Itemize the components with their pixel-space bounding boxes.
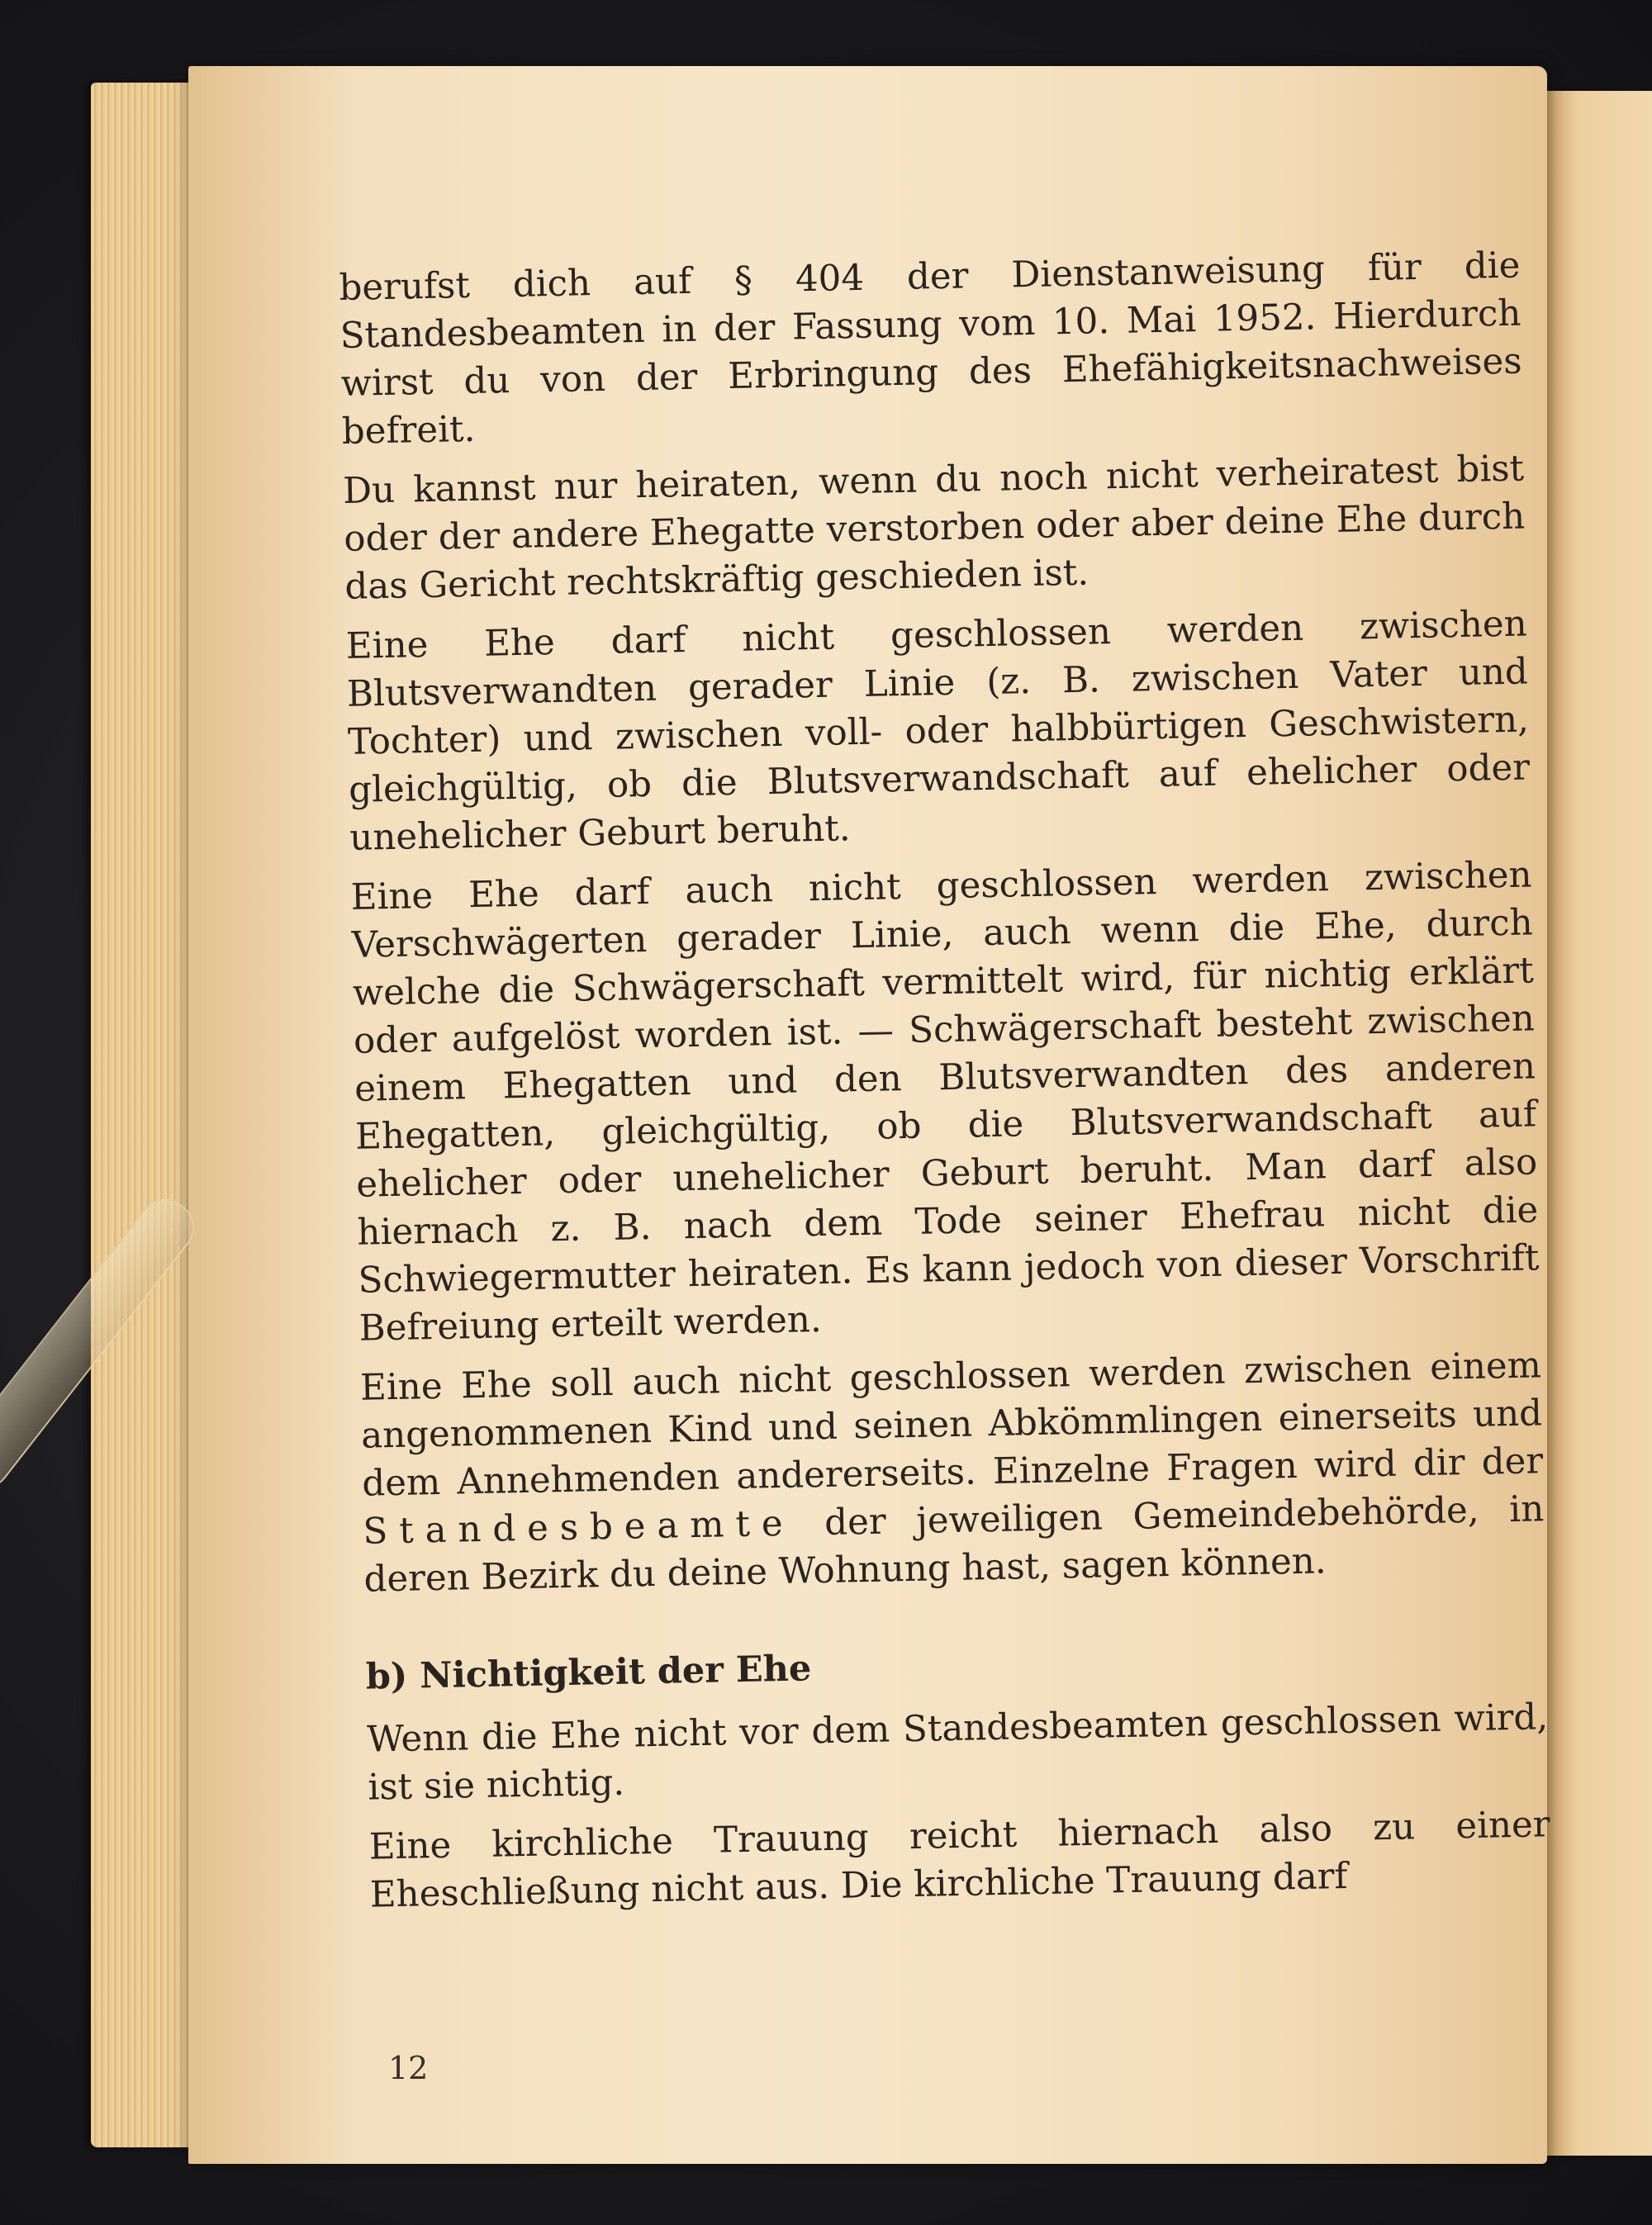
standesbeamte-spaced-word: Standesbeamte	[362, 1502, 795, 1553]
facing-page-edge	[1545, 91, 1652, 2156]
paragraph-schwaegerschaft: Eine Ehe darf auch nicht geschlossen werden zwischen Verschwägerten gerader Linie, auch wenn die Ehe, durch welche die Schwägerschaft vermittelt wird, für nichtig erklärt oder aufgelöst worden ist. — Schwägerschaft besteht zwischen einem Ehegatten und den Blutsverwandten des anderen Ehegatten, gleichgültig, ob die Blutsverwandschaft auf ehelicher oder unehelicher Geburt beruht. Man darf also hiernach z. B. nach dem Tode seiner Ehefrau nicht die Schwiegermutter heiraten. Es kann jedoch von dieser Vorschrift Befreiung erteilt werden.	[350, 854, 1540, 1350]
section-heading-nichtigkeit: b) Nichtigkeit der Ehe	[365, 1648, 812, 1698]
paragraph-nichtig: Wenn die Ehe nicht vor dem Standesbeamten geschlossen wird, ist sie nichtig.	[366, 1696, 1549, 1809]
adoption-text-before: Eine Ehe soll auch nicht geschlossen werden zwischen einem angenommenen Kind und seinen Abkömmlingen einerseits und dem Annehmenden andererseits. Einzelne Fragen wird dir der	[359, 1345, 1544, 1505]
book-page-edges	[91, 83, 194, 2147]
page-body-text	[339, 242, 1551, 1931]
paragraph-kirchliche-trauung: Eine kirchliche Trauung reicht hiernach also zu einer Eheschließung nicht aus. Die kirchliche Trauung darf	[368, 1804, 1551, 1916]
paragraph-angenommenes-kind	[360, 1341, 1545, 1603]
paragraph-blutsverwandte: Eine Ehe darf nicht geschlossen werden zwischen Blutsverwandten gerader Linie (z. B. zwischen Vater und Tochter) und zwischen voll- oder halbbürtigen Geschwistern, gleichgültig, ob die Blutsverwandschaft auf ehelicher oder unehelicher Geburt beruht.	[345, 603, 1531, 859]
paragraph-heiraten: Du kannst nur heiraten, wenn du noch nicht verheiratest bist oder der andere Ehegatte verstorben oder aber deine Ehe durch das Gericht rechtskräftig geschieden ist.	[342, 448, 1526, 608]
adoption-text-after: der jeweiligen Gemeindebehörde, in deren Bezirk du deine Wohnung hast, sagen können.	[363, 1488, 1545, 1601]
page-number: 12	[388, 2050, 429, 2086]
paragraph-dienstanweisung: berufst dich auf § 404 der Dienstanweisung für die Standesbeamten in der Fassung vom 10. Mai 1952. Hierdurch wirst du von der Erbringung des Ehefähigkeitsnachweises befreit.	[339, 244, 1522, 453]
